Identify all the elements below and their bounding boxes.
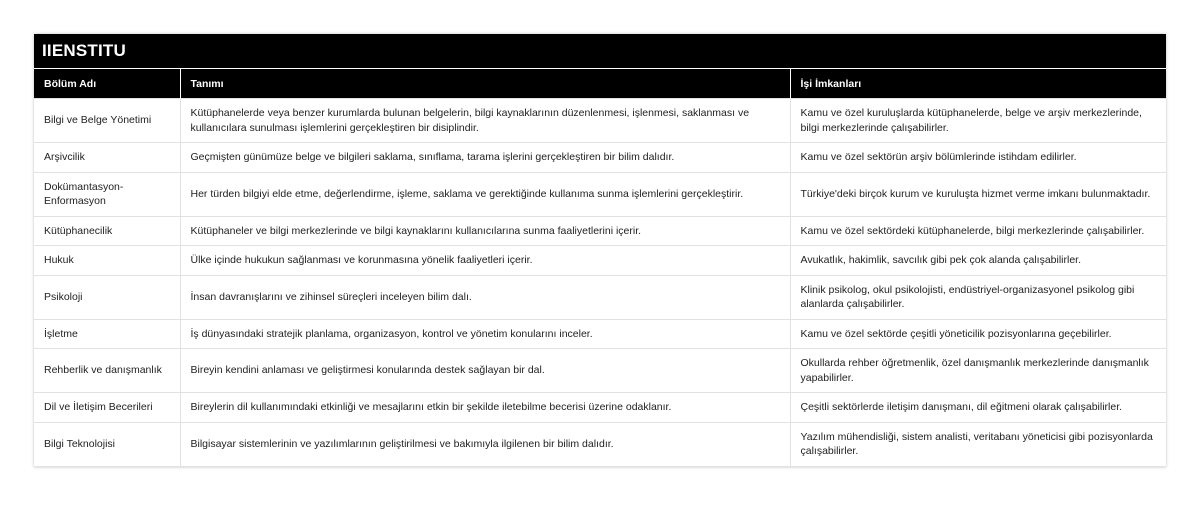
cell-definition: Geçmişten günümüze belge ve bilgileri saklama, sınıflama, tarama işlerini gerçekleştiren bir bilim dalıdır. [180, 143, 790, 173]
table-row [34, 319, 1166, 349]
table-row [34, 216, 1166, 246]
cell-department-name: Kütüphanecilik [34, 216, 180, 246]
cell-job-opportunities: Kamu ve özel sektördeki kütüphanelerde, bilgi merkezlerinde çalışabilirler. [790, 216, 1166, 246]
table-row [34, 349, 1166, 393]
cell-definition: Her türden bilgiyi elde etme, değerlendirme, işleme, saklama ve gerektiğinde kullanıma sunma işlemlerini gerçekleştirir. [180, 172, 790, 216]
cell-department-name: Bilgi ve Belge Yönetimi [34, 99, 180, 143]
brand-title: IIENSTITU [34, 34, 1166, 69]
cell-job-opportunities: Yazılım mühendisliği, sistem analisti, veritabanı yöneticisi gibi pozisyonlarda çalışabilirler. [790, 422, 1166, 466]
table-row [34, 143, 1166, 173]
cell-job-opportunities: Kamu ve özel sektörde çeşitli yöneticilik pozisyonlarına geçebilirler. [790, 319, 1166, 349]
table-row [34, 393, 1166, 423]
cell-definition: İnsan davranışlarını ve zihinsel süreçleri inceleyen bilim dalı. [180, 275, 790, 319]
cell-department-name: Dil ve İletişim Becerileri [34, 393, 180, 423]
cell-definition: Ülke içinde hukukun sağlanması ve korunmasına yönelik faaliyetleri içerir. [180, 246, 790, 276]
cell-job-opportunities: Kamu ve özel sektörün arşiv bölümlerinde istihdam edilirler. [790, 143, 1166, 173]
cell-job-opportunities: Klinik psikolog, okul psikolojisti, endüstriyel-organizasyonel psikolog gibi alanlarda çalışabilirler. [790, 275, 1166, 319]
header-department-name: Bölüm Adı [34, 69, 180, 99]
cell-definition: Kütüphaneler ve bilgi merkezlerinde ve bilgi kaynaklarını kullanıcılarına sunma faaliyetlerini içerir. [180, 216, 790, 246]
cell-definition: Bireylerin dil kullanımındaki etkinliği ve mesajlarını etkin bir şekilde iletebilme becerisi üzerine odaklanır. [180, 393, 790, 423]
cell-department-name: Rehberlik ve danışmanlık [34, 349, 180, 393]
cell-department-name: Hukuk [34, 246, 180, 276]
table-row [34, 246, 1166, 276]
table-row [34, 99, 1166, 143]
table-row [34, 422, 1166, 466]
cell-department-name: Arşivcilik [34, 143, 180, 173]
table-row [34, 275, 1166, 319]
cell-job-opportunities: Kamu ve özel kuruluşlarda kütüphanelerde, belge ve arşiv merkezlerinde, bilgi merkezlerinde çalışabilirler. [790, 99, 1166, 143]
cell-job-opportunities: Çeşitli sektörlerde iletişim danışmanı, dil eğitmeni olarak çalışabilirler. [790, 393, 1166, 423]
header-job-opportunities: İşi İmkanları [790, 69, 1166, 99]
cell-definition: Kütüphanelerde veya benzer kurumlarda bulunan belgelerin, bilgi kaynaklarının düzenlenmesi, işlenmesi, saklanması ve kullanıcılara sunulması işlemlerini gerçekleştiren bir disiplindir. [180, 99, 790, 143]
table-row [34, 172, 1166, 216]
table-card [34, 34, 1166, 467]
cell-definition: Bireyin kendini anlaması ve geliştirmesi konularında destek sağlayan bir dal. [180, 349, 790, 393]
cell-department-name: Psikoloji [34, 275, 180, 319]
cell-definition: İş dünyasındaki stratejik planlama, organizasyon, kontrol ve yönetim konularını inceler. [180, 319, 790, 349]
departments-table [34, 69, 1166, 467]
cell-job-opportunities: Okullarda rehber öğretmenlik, özel danışmanlık merkezlerinde danışmanlık yapabilirler. [790, 349, 1166, 393]
cell-job-opportunities: Avukatlık, hakimlik, savcılık gibi pek çok alanda çalışabilirler. [790, 246, 1166, 276]
cell-department-name: İşletme [34, 319, 180, 349]
cell-department-name: Bilgi Teknolojisi [34, 422, 180, 466]
table-header-row [34, 69, 1166, 99]
cell-job-opportunities: Türkiye'deki birçok kurum ve kuruluşta hizmet verme imkanı bulunmaktadır. [790, 172, 1166, 216]
header-definition: Tanımı [180, 69, 790, 99]
cell-department-name: Dokümantasyon-Enformasyon [34, 172, 180, 216]
cell-definition: Bilgisayar sistemlerinin ve yazılımlarının geliştirilmesi ve bakımıyla ilgilenen bir bilim dalıdır. [180, 422, 790, 466]
